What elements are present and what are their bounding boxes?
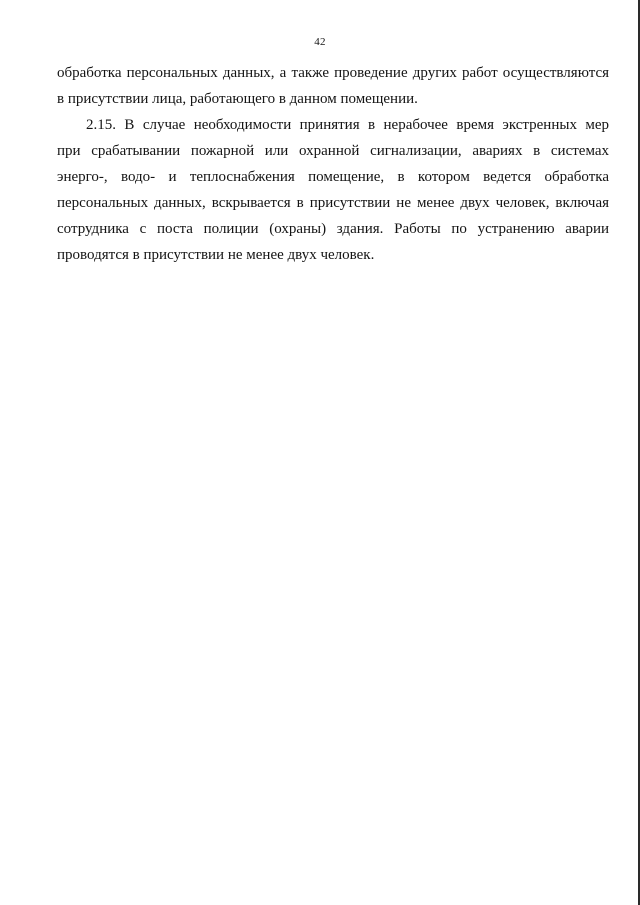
text-line: персональных данных, вскрывается в присутствии не менее двух человек, включая	[57, 195, 609, 211]
text-line: в присутствии лица, работающего в данном помещении.	[57, 91, 418, 107]
text-line: обработка персональных данных, а также проведение других работ осуществляются	[57, 65, 609, 81]
paragraph-2-15	[57, 112, 609, 268]
text-line: 2.15. В случае необходимости принятия в нерабочее время экстренных мер	[86, 117, 609, 133]
text-line: проводятся в присутствии не менее двух человек.	[57, 247, 375, 263]
text-line: сотрудника с поста полиции (охраны) здания. Работы по устранению аварии	[57, 221, 609, 237]
text-line: энерго-, водо- и теплоснабжения помещение, в котором ведется обработка	[57, 169, 609, 185]
text-line: при срабатывании пожарной или охранной сигнализации, авариях в системах	[57, 143, 609, 159]
page-number: 42	[314, 36, 326, 48]
paragraph-continuation	[57, 60, 609, 112]
document-body	[57, 60, 609, 268]
